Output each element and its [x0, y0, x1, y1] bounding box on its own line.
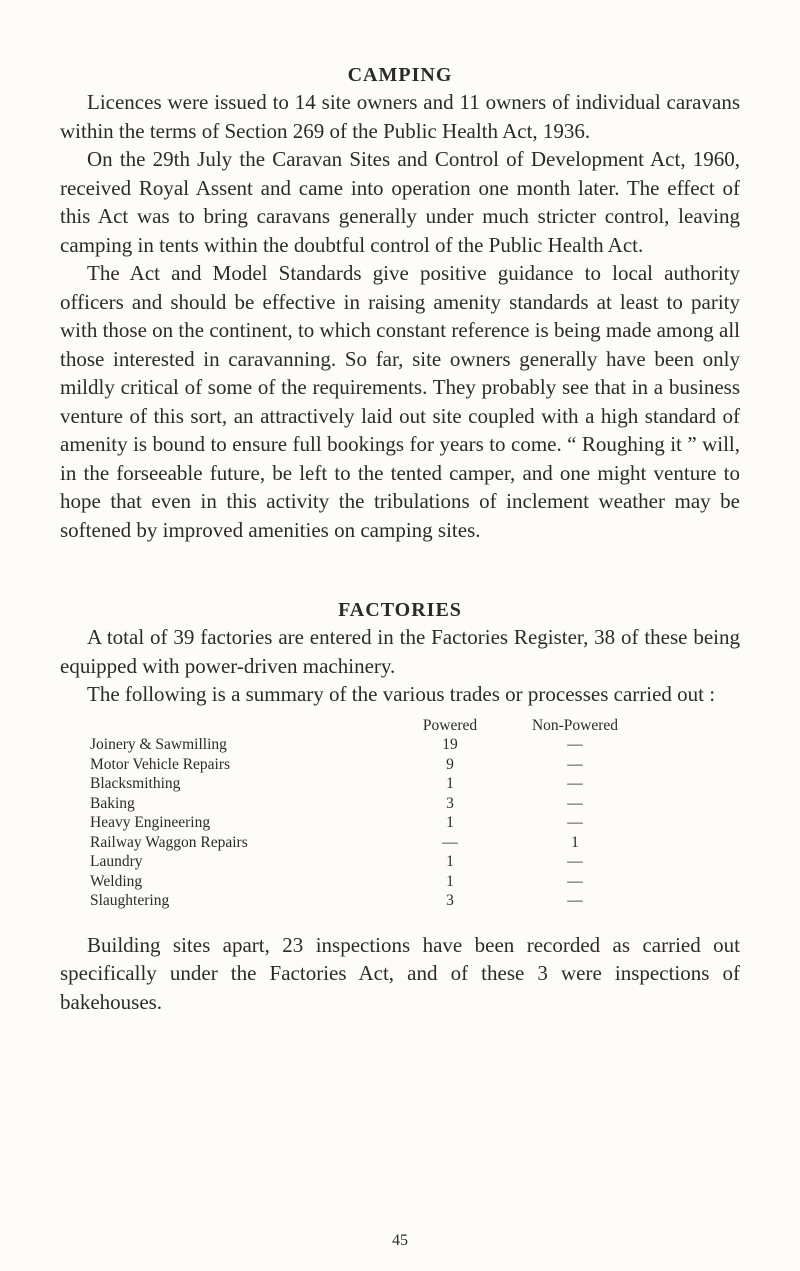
non-powered-count: — [567, 814, 583, 831]
table-row [90, 774, 730, 794]
powered-count: 3 [446, 794, 454, 812]
powered-count: 1 [446, 853, 454, 870]
table-row [90, 833, 730, 853]
table-row [90, 872, 730, 892]
trade-name: Laundry [90, 853, 143, 870]
trade-name: Railway Waggon Repairs [90, 833, 248, 851]
factories-closing-paragraph: Building sites apart, 23 inspections have been recorded as carried out specifically under the Factories Act, and of these 3 were inspections of bakehouses. [60, 932, 740, 1014]
trade-name: Baking [90, 794, 135, 812]
non-powered-count: — [567, 872, 583, 890]
camping-heading: CAMPING [347, 64, 453, 86]
non-powered-count: 1 [571, 833, 579, 851]
table-row [90, 852, 730, 872]
camping-paragraph-2: On the 29th July the Caravan Sites and Control of Development Act, 1960, received Royal Assent and came into operation one month later. The effect of this Act was to bring caravans generally under much stricter control, leaving camping in tents within the doubtful control of the Public Health Act. [60, 147, 740, 257]
trade-name: Motor Vehicle Repairs [90, 755, 231, 773]
camping-paragraph-1: Licences were issued to 14 site owners and 11 owners of individual caravans within the terms of Section 269 of the Public Health Act, 1936. [60, 90, 740, 143]
trade-name: Welding [90, 872, 143, 890]
powered-count: 3 [446, 892, 454, 909]
powered-count: 19 [442, 736, 458, 753]
powered-count: 1 [446, 872, 454, 890]
table-header-row [90, 716, 730, 736]
column-header-powered: Powered [422, 716, 478, 734]
powered-count: 9 [446, 755, 454, 773]
table-row [90, 755, 730, 775]
powered-count: — [442, 833, 458, 851]
table-row [90, 891, 730, 911]
factories-paragraph-1: A total of 39 factories are entered in the Factories Register, 38 of these being equipped with power-driven machinery. [60, 625, 740, 678]
trade-name: Joinery & Sawmilling [90, 736, 227, 753]
non-powered-count: — [567, 794, 583, 812]
page-number: 45 [392, 1232, 408, 1249]
trades-table [90, 716, 730, 911]
non-powered-count: — [567, 755, 583, 773]
table-row [90, 794, 730, 814]
table-row [90, 735, 730, 755]
factories-paragraph-2: The following is a summary of the various trades or processes carried out : [87, 682, 716, 706]
column-header-non-powered: Non-Powered [531, 716, 619, 734]
trade-name: Slaughtering [90, 892, 170, 909]
trade-name: Blacksmithing [90, 775, 181, 792]
non-powered-count: — [567, 775, 583, 792]
camping-paragraph-3: The Act and Model Standards give positive guidance to local authority officers and should be effective in raising amenity standards at least to parity with those on the continent, to which constant reference is being made among all those interested in caravanning. So far, site owners generally have been only mildly critical of some of the requirements. They probably see that in a business venture of this sort, an attractively laid out site coupled with a high standard of amenity is bound to ensure full bookings for years to come. “ Roughing it ” will, in the forseeable future, be left to the tented camper, and one might venture to hope that even in this activity the tribulations of inclement weather may be softened by improved amenities on camping sites. [60, 261, 740, 542]
trade-name: Heavy Engineering [90, 814, 211, 831]
non-powered-count: — [567, 736, 583, 753]
powered-count: 1 [446, 814, 454, 831]
factories-heading: FACTORIES [338, 599, 462, 621]
non-powered-count: — [567, 892, 583, 909]
powered-count: 1 [446, 775, 454, 792]
table-row [90, 813, 730, 833]
non-powered-count: — [567, 853, 583, 870]
